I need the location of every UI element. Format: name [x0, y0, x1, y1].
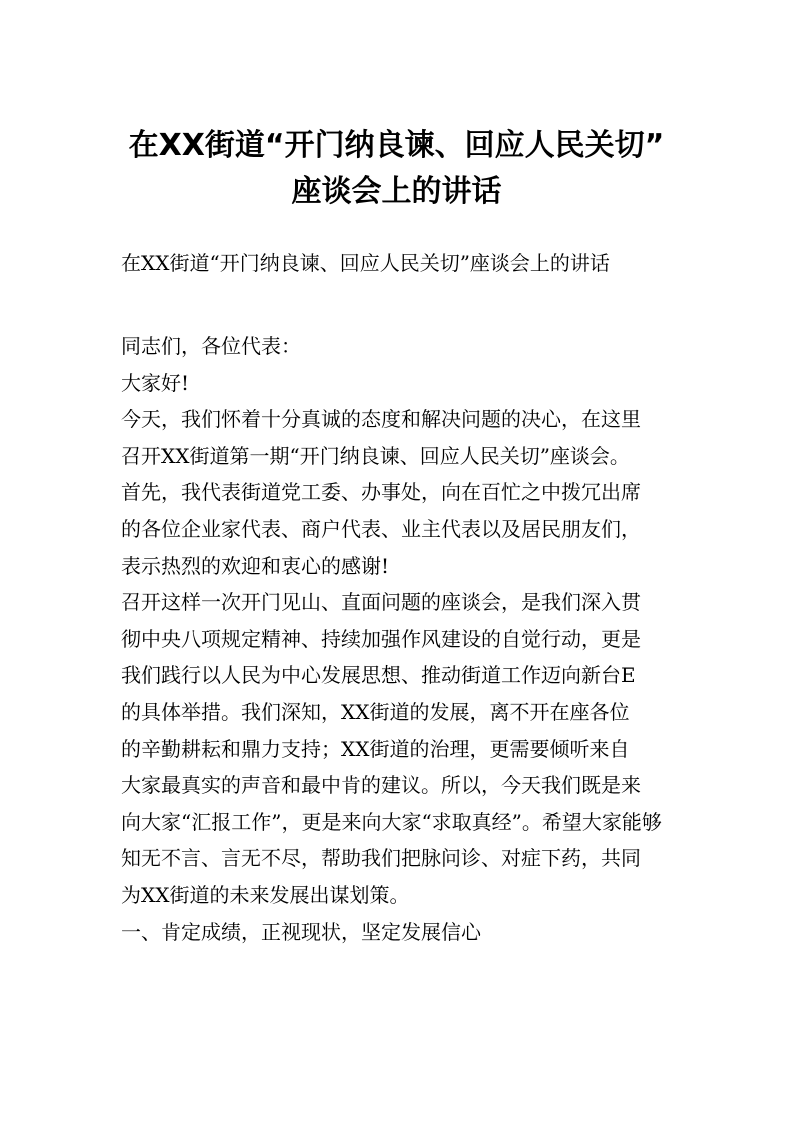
body-line: 向大家“汇报工作”，更是来向大家“求取真经”。希望大家能够 [121, 809, 662, 834]
body-line: 今天，我们怀着十分真诚的态度和解决问题的决心，在这里 [121, 407, 641, 432]
document-body [121, 328, 681, 950]
body-line: 召开这样一次开门见山、直面问题的座谈会，是我们深入贯 [121, 590, 641, 615]
body-line: 知无不言、言无不尽，帮助我们把脉问诊、对症下药，共同 [121, 846, 641, 871]
document-title-line-2: 座谈会上的讲话 [291, 174, 502, 209]
document-title-line-1: 在XX街道“开门纳良谏、回应人民关切” [128, 128, 665, 163]
body-line: 同志们，各位代表： [121, 334, 301, 358]
body-line: 的各位企业家代表、商户代表、业主代表以及居民朋友们， [121, 516, 641, 541]
body-line: 我们践行以人民为中心发展思想、推动街道工作迈向新台E [121, 663, 636, 688]
body-line: 彻中央八项规定精神、持续加强作风建设的自觉行动，更是 [121, 626, 641, 651]
body-line: 的具体举措。我们深知，XX街道的发展，离不开在座各位 [121, 699, 630, 724]
section-heading: 一、肯定成绩，正视现状，坚定发展信心 [121, 919, 481, 944]
body-line: 的辛勤耕耘和鼎力支持；XX街道的治理，更需要倾听来自 [121, 736, 630, 761]
body-line: 表示热烈的欢迎和衷心的感谢! [121, 553, 390, 578]
body-line: 大家好! [121, 370, 190, 395]
document-subtitle: 在XX街道“开门纳良谏、回应人民关切”座谈会上的讲话 [121, 251, 610, 275]
body-line: 首先，我代表街道党工委、办事处，向在百忙之中拨冗出席 [121, 480, 641, 505]
body-line: 为XX街道的未来发展出谋划策。 [121, 882, 410, 907]
body-line: 大家最真实的声音和最中肯的建议。所以，今天我们既是来 [121, 773, 641, 798]
body-line: 召开XX街道第一期“开门纳良谏、回应人民关切”座谈会。 [121, 443, 630, 468]
